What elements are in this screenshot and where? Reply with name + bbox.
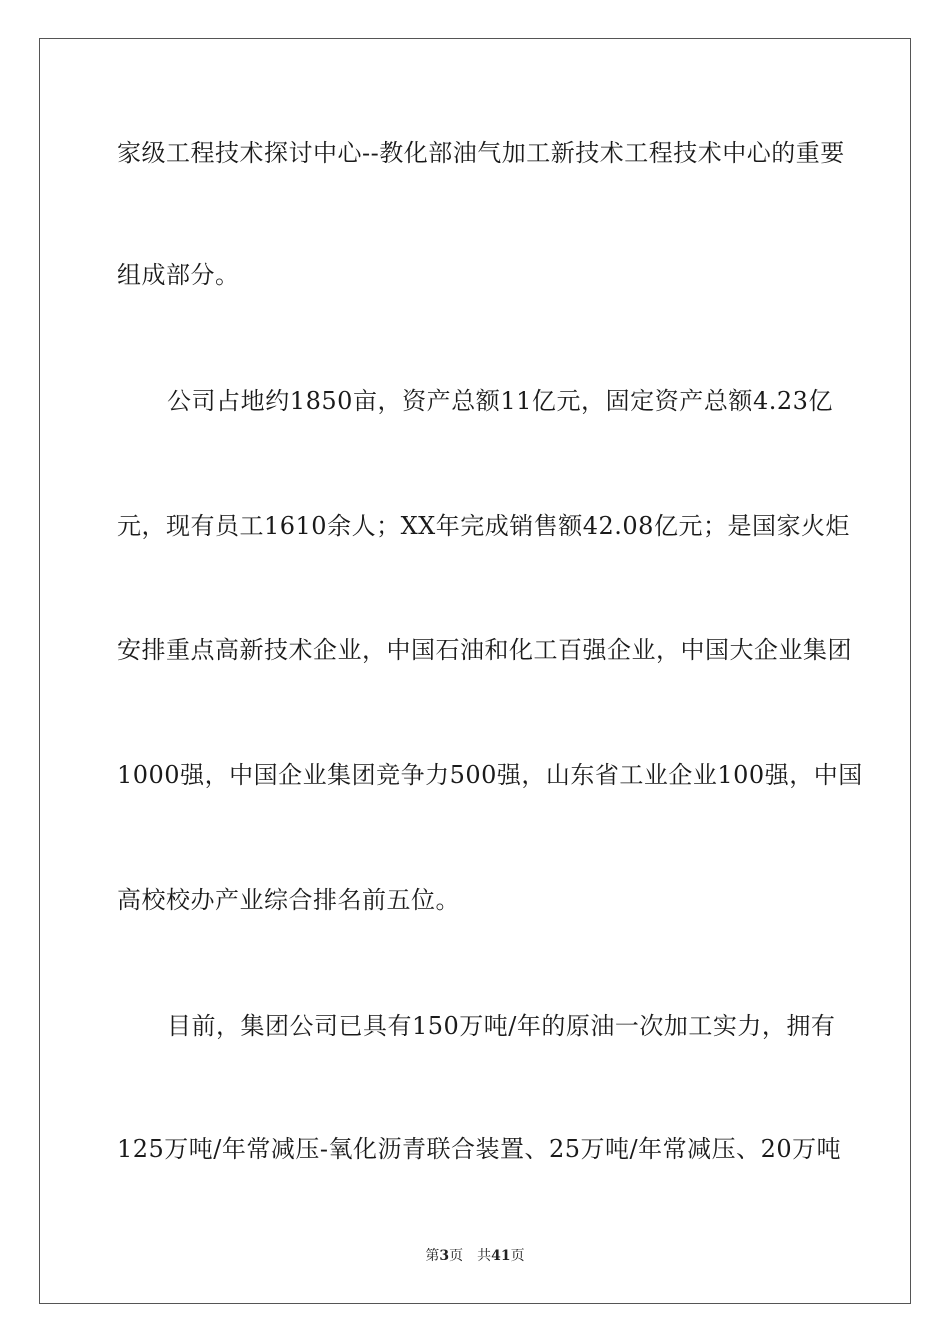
- paragraph-line: 组成部分。: [117, 261, 240, 289]
- paragraph-line: 125万吨/年常减压-氧化沥青联合装置、25万吨/年常减压、20万吨: [117, 1135, 842, 1163]
- page-suffix: 页: [449, 1248, 464, 1264]
- page-footer: [0, 1247, 950, 1265]
- page-number: 3: [439, 1248, 450, 1264]
- total-pages: 41: [491, 1248, 511, 1264]
- paragraph-line: 1000强，中国企业集团竞争力500强，山东省工业企业100强，中国: [117, 761, 863, 789]
- paragraph-line: 安排重点高新技术企业，中国石油和化工百强企业，中国大企业集团: [117, 636, 852, 664]
- page-frame: [39, 38, 911, 1304]
- paragraph-line: 高校校办产业综合排名前五位。: [117, 886, 460, 914]
- paragraph-line: 公司占地约1850亩，资产总额11亿元，固定资产总额4.23亿: [167, 387, 833, 415]
- paragraph-line: 元，现有员工1610余人；XX年完成销售额42.08亿元；是国家火炬: [117, 512, 850, 540]
- total-suffix: 页: [510, 1248, 525, 1264]
- total-prefix: 共: [477, 1248, 492, 1264]
- paragraph-line: 家级工程技术探讨中心--教化部油气加工新技术工程技术中心的重要: [117, 139, 845, 167]
- page-prefix: 第: [425, 1248, 440, 1264]
- paragraph-line: 目前，集团公司已具有150万吨/年的原油一次加工实力，拥有: [167, 1012, 836, 1040]
